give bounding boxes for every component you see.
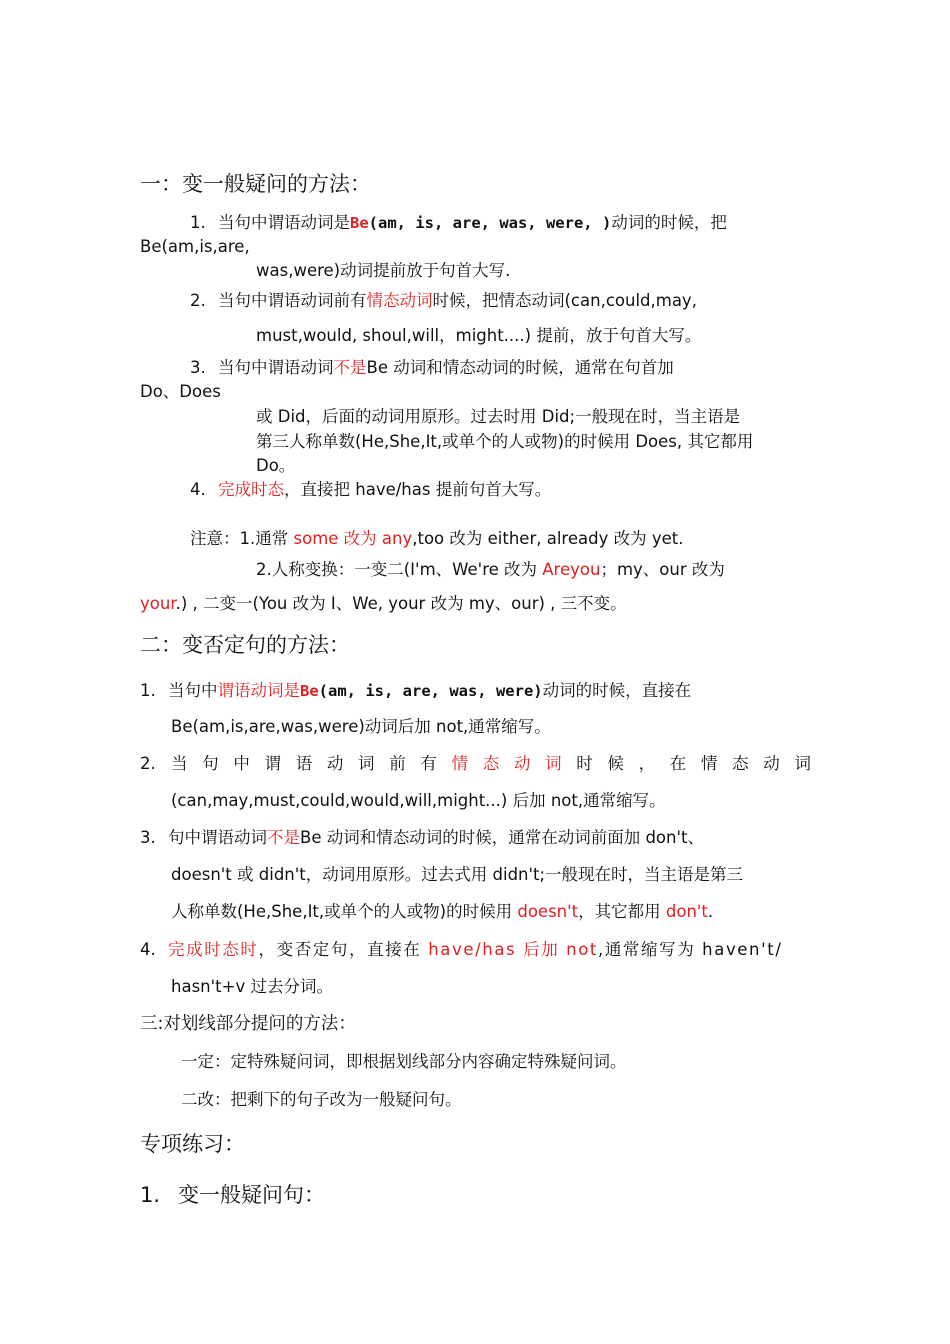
s2-item1-be: Be bbox=[300, 682, 319, 700]
s2-item2-word: 动 bbox=[513, 754, 531, 773]
s1-item4-post: ，直接把 have/has 提前句首大写。 bbox=[284, 480, 552, 499]
s2-item4-post: ,通常缩写为 haven't/ bbox=[597, 940, 783, 959]
s2-item1-paren: (am, is, are, was, were) bbox=[318, 682, 543, 700]
s1-item2-number: 2. bbox=[190, 291, 206, 310]
s2-item3-number: 3. bbox=[140, 828, 156, 847]
section3-step1: 一定：定特殊疑问词，即根据划线部分内容确定特殊疑问词。 bbox=[181, 1052, 627, 1071]
note-line2-pre: 2.人称变换：一变二(I'm、We're 改为 bbox=[256, 560, 543, 579]
s2-item1-number: 1. bbox=[140, 681, 156, 700]
section2-heading: 二：变否定句的方法： bbox=[140, 633, 350, 657]
s2-item4-number: 4. bbox=[140, 940, 156, 959]
s1-note-line1 bbox=[190, 528, 683, 550]
s1-item1-line2: Be(am,is,are, bbox=[140, 237, 250, 256]
s2-item3-line3 bbox=[171, 901, 713, 923]
s2-item2-word: 有 bbox=[420, 754, 437, 773]
s1-note-line3 bbox=[140, 593, 627, 615]
s1-item2-pre: 当句中谓语动词前有 bbox=[218, 291, 367, 310]
s2-item2-word: 时 bbox=[576, 754, 593, 773]
s2-item3-line3-pre: 人称单数(He,She,It,或单个的人或物)的时候用 bbox=[171, 902, 518, 921]
s2-item2-word: 谓 bbox=[264, 754, 282, 773]
s1-item1-be: Be bbox=[350, 214, 369, 232]
s1-note-line2 bbox=[256, 559, 725, 581]
s2-item2-word: 当 bbox=[171, 754, 188, 773]
note-line2-post: ；my、our 改为 bbox=[600, 560, 725, 579]
s2-item1-red: 谓语动词是 bbox=[217, 681, 300, 700]
s2-item4-line2: hasn't+v 过去分词。 bbox=[171, 977, 333, 996]
s1-item4-number: 4. bbox=[190, 480, 206, 499]
s2-item3-doesnt: doesn't bbox=[517, 902, 579, 921]
s1-item2-line2: must,would, shoul,will，might....) 提前，放于句首大写。 bbox=[256, 326, 702, 345]
s2-item2-word: 在 bbox=[669, 754, 687, 773]
note-areyou: Areyou bbox=[542, 560, 601, 579]
s2-item4-mid: ，变否定句，直接在 bbox=[258, 940, 429, 959]
practice-item1-text: 变一般疑问句： bbox=[178, 1183, 325, 1207]
s2-item2-line2: (can,may,must,could,would,will,might...) 后加 not,通常缩写。 bbox=[171, 791, 666, 810]
s1-item3-line4: 第三人称单数(He,She,It,或单个的人或物)的时候用 Does, 其它都用 bbox=[256, 432, 754, 451]
s2-item1-post: 动词的时候，直接在 bbox=[542, 681, 692, 700]
s2-item4-havehas: have/has 后加 not bbox=[428, 940, 598, 959]
s1-item4-perfect: 完成时态 bbox=[218, 480, 284, 499]
s1-item3-post: Be 动词和情态动词的时候，通常在句首加 bbox=[366, 358, 674, 377]
s2-item3-pre: 句中谓语动词 bbox=[168, 828, 267, 847]
s2-item1-pre: 当句中 bbox=[168, 681, 218, 700]
s2-item2-line1 bbox=[140, 753, 168, 775]
s1-item3-not: 不是 bbox=[333, 358, 367, 377]
s2-item2-word: 词 bbox=[794, 754, 811, 773]
s2-item3-line2: doesn't 或 didn't，动词用原形。过去式用 didn't;一般现在时，当主语是第三 bbox=[171, 865, 744, 884]
s2-item1-line1 bbox=[140, 680, 691, 702]
note-line3-post: .) , 二变一(You 改为 I、We, your 改为 my、our) , 三不变。 bbox=[175, 594, 627, 613]
s1-item3-number: 3. bbox=[190, 358, 206, 377]
s2-item4-line1 bbox=[140, 939, 782, 961]
s2-item2-word: 情 bbox=[700, 754, 718, 773]
section1-heading: 一：变一般疑问的方法： bbox=[140, 172, 371, 196]
s2-item3-line3-mid: ，其它都用 bbox=[578, 902, 666, 921]
s2-item2-word: 词 bbox=[545, 754, 562, 773]
s2-item2-word: 情 bbox=[451, 754, 469, 773]
s1-item1-paren: (am, is, are, was, were, ) bbox=[368, 214, 612, 232]
s2-item2-word: 态 bbox=[482, 754, 500, 773]
s2-item4-perfect: 完成时态时 bbox=[168, 940, 259, 959]
note-label: 注意：1.通常 bbox=[190, 529, 294, 548]
s1-item4-line1 bbox=[190, 479, 551, 501]
s2-item2-word: 动 bbox=[763, 754, 780, 773]
s1-item1-number: 1. bbox=[190, 213, 206, 232]
s1-item1-pre: 当句中谓语动词是 bbox=[218, 213, 350, 232]
note-your: your bbox=[140, 594, 176, 613]
s2-item3-line1 bbox=[140, 827, 704, 849]
s2-item3-line3-end: . bbox=[707, 902, 714, 921]
s2-item2-word: 句 bbox=[202, 754, 219, 773]
s1-item2-post: 时候，把情态动词(can,could,may, bbox=[432, 291, 697, 310]
s2-item2-word: 语 bbox=[295, 754, 313, 773]
s1-item3-line3: 或 Did，后面的动词用原形。过去时用 Did;一般现在时，当主语是 bbox=[256, 407, 741, 426]
s1-item3-line2: Do、Does bbox=[140, 382, 221, 401]
section3-step2: 二改：把剩下的句子改为一般疑问句。 bbox=[181, 1090, 462, 1109]
section3-heading: 三:对划线部分提问的方法： bbox=[140, 1014, 356, 1034]
s1-item2-line1 bbox=[190, 290, 697, 312]
s2-item3-not: 不是 bbox=[267, 828, 300, 847]
s1-item3-pre: 当句中谓语动词 bbox=[218, 358, 334, 377]
s2-item2-word: ， bbox=[638, 754, 656, 773]
s1-item1-post: 动词的时候，把 bbox=[611, 213, 727, 232]
s2-item1-line2: Be(am,is,are,was,were)动词后加 not,通常缩写。 bbox=[171, 717, 551, 736]
practice-item1-number: 1. bbox=[140, 1183, 161, 1207]
s2-item2-word: 前 bbox=[389, 754, 406, 773]
s1-item2-modal: 情态动词 bbox=[366, 291, 433, 310]
s2-item2-word: 态 bbox=[732, 754, 749, 773]
s1-item3-line5: Do。 bbox=[256, 456, 296, 475]
s2-item2-word: 动 bbox=[326, 754, 344, 773]
s1-item1-line1 bbox=[190, 212, 727, 234]
practice-item1 bbox=[140, 1181, 325, 1209]
s2-item2-justified-line bbox=[171, 753, 811, 775]
s2-item2-word: 中 bbox=[233, 754, 250, 773]
s1-item1-line3: was,were)动词提前放于句首大写. bbox=[256, 261, 511, 280]
note-rest: ,too 改为 either, already 改为 yet. bbox=[412, 529, 684, 548]
s2-item2-word: 词 bbox=[358, 754, 375, 773]
practice-heading: 专项练习： bbox=[140, 1132, 245, 1156]
s1-item3-line1 bbox=[190, 357, 674, 379]
s2-item3-dont: don't bbox=[665, 902, 708, 921]
s2-item2-word: 候 bbox=[607, 754, 624, 773]
s2-item2-number: 2. bbox=[140, 754, 156, 773]
s2-item3-post: Be 动词和情态动词的时候，通常在动词前面加 don't、 bbox=[300, 828, 704, 847]
note-some-any: some 改为 any bbox=[293, 529, 413, 548]
